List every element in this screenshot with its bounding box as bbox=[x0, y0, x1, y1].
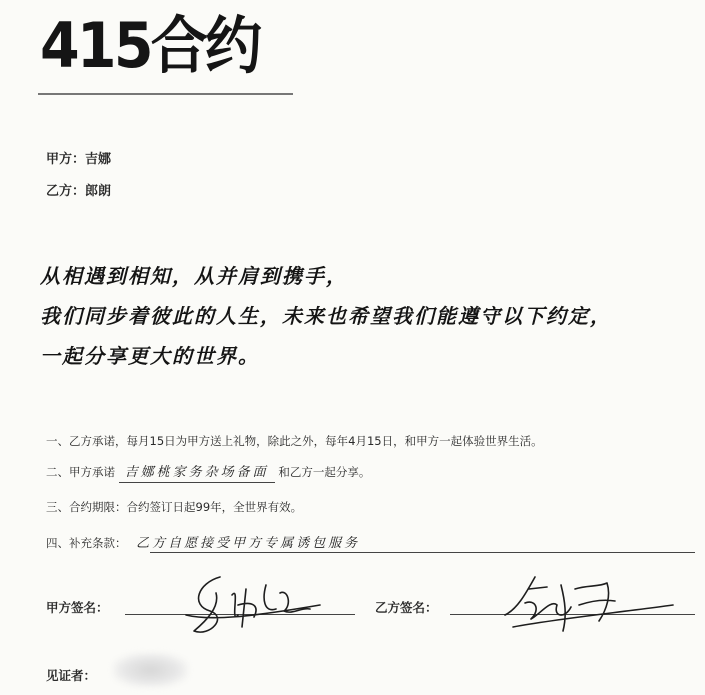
clause-2-handwritten: 吉娜桃家务杂场备面 bbox=[124, 465, 269, 480]
clause-1: 一、乙方承诺，每月15日为甲方送上礼物，除此之外，每年4月15日，和甲方一起体验世界生活。 bbox=[46, 434, 543, 448]
clause-4-handwritten: 乙方自愿接受甲方专属诱包服务 bbox=[136, 536, 361, 551]
party-b-signature-label: 乙方签名： bbox=[375, 600, 438, 615]
contract-title: 415合约 bbox=[40, 9, 260, 82]
clause-4 bbox=[46, 532, 366, 551]
clause-3: 三、合约期限：合约签订日起99年，全世界有效。 bbox=[46, 500, 303, 514]
party-a-signature bbox=[180, 565, 330, 645]
intro-line-2: 我们同步着彼此的人生，未来也希望我们能遵守以下约定， bbox=[40, 304, 612, 328]
clause-2-tail: 和乙方一起分享。 bbox=[278, 465, 371, 479]
title-underline bbox=[38, 93, 293, 95]
intro-line-1: 从相遇到相知，从并肩到携手， bbox=[40, 264, 348, 288]
party-b-signature bbox=[495, 565, 680, 645]
party-b: 乙方：郎朗 bbox=[46, 184, 112, 199]
party-a: 甲方：吉娜 bbox=[46, 152, 112, 167]
intro-line-3: 一起分享更大的世界。 bbox=[40, 344, 260, 368]
clause-2 bbox=[46, 461, 370, 483]
clause-2-label: 二、甲方承诺 bbox=[46, 465, 115, 479]
witness-label: 见证者： bbox=[46, 668, 97, 683]
witness-name-blurred bbox=[113, 653, 188, 687]
clause-2-fill bbox=[119, 461, 275, 483]
clause-4-underline bbox=[150, 552, 695, 553]
party-a-signature-label: 甲方签名： bbox=[46, 600, 109, 615]
clause-4-label: 四、补充条款： bbox=[46, 536, 127, 550]
